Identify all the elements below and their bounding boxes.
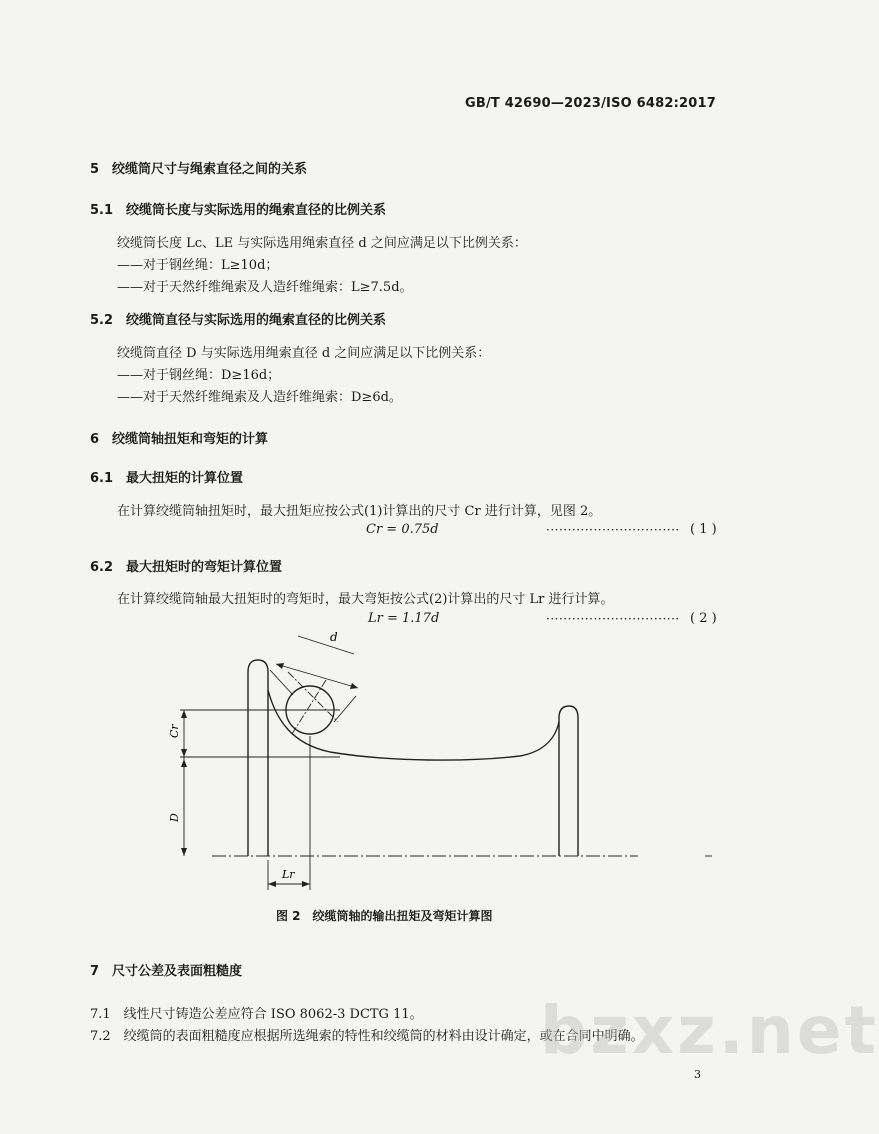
barrel-profile (268, 690, 559, 760)
d-arrow-right (350, 683, 358, 689)
section-5-2-item-2: ——对于天然纤维绳索及人造纤维绳索：D≥6d。 (117, 390, 402, 405)
label-cr: Cr (168, 724, 181, 738)
watermark-text: bzxz.net (540, 992, 879, 1069)
section-5-2-intro: 绞缆筒直径 D 与实际选用绳索直径 d 之间应满足以下比例关系： (117, 346, 491, 361)
label-d: d (330, 630, 338, 644)
cr-arrow-top (181, 710, 187, 718)
left-flange (248, 660, 268, 856)
lr-arrow-right (302, 881, 310, 887)
section-7-2: 7.2 绞缆筒的表面粗糙度应根据所选绳索的特性和绞缆筒的材料由设计确定，或在合同中明确。 (90, 1029, 644, 1044)
formula-2-number: ( 2 ) (690, 611, 717, 626)
page-number: 3 (694, 1068, 701, 1081)
figure-2-caption: 图 2 绞缆筒轴的输出扭矩及弯矩计算图 (276, 909, 493, 923)
section-6-2-text: 在计算绞缆筒轴最大扭矩时的弯矩时，最大弯矩按公式(2)计算出的尺寸 Lr 进行计算。 (117, 592, 614, 607)
formula-1-number: ( 1 ) (690, 522, 717, 537)
section-5-2-item-1: ——对于钢丝绳：D≥16d； (117, 368, 281, 383)
formula-1: Cr = 0.75d (366, 522, 439, 537)
section-7-1: 7.1 线性尺寸铸造公差应符合 ISO 8062-3 DCTG 11。 (90, 1007, 423, 1022)
section-7-title: 7 尺寸公差及表面粗糙度 (90, 964, 243, 979)
D-arrow-bottom (181, 848, 187, 856)
section-5-title: 5 绞缆筒尺寸与绳索直径之间的关系 (90, 162, 308, 177)
formula-2: Lr = 1.17d (368, 611, 440, 626)
formula-1-leader: ······························· (546, 523, 680, 537)
right-flange (559, 706, 578, 856)
section-5-1-intro: 绞缆筒长度 Lc、LE 与实际选用绳索直径 d 之间应满足以下比例关系： (117, 236, 527, 251)
D-arrow-top (181, 759, 187, 767)
cr-arrow-bottom (181, 749, 187, 757)
d-arrow-left (276, 663, 284, 669)
section-6-2-title: 6.2 最大扭矩时的弯矩计算位置 (90, 560, 283, 575)
d-leader (298, 636, 354, 654)
section-6-1-title: 6.1 最大扭矩的计算位置 (90, 471, 244, 486)
section-5-1-item-2: ——对于天然纤维绳索及人造纤维绳索：L≥7.5d。 (117, 280, 413, 295)
lr-arrow-left (268, 881, 276, 887)
section-6-title: 6 绞缆筒轴扭矩和弯矩的计算 (90, 432, 269, 447)
section-5-1-item-1: ——对于钢丝绳：L≥10d； (117, 258, 279, 273)
section-5-1-title: 5.1 绞缆筒长度与实际选用的绳索直径的比例关系 (90, 203, 387, 218)
formula-2-leader: ······························· (546, 612, 680, 626)
label-lr: Lr (282, 868, 295, 881)
d-extension-2 (334, 696, 356, 722)
d-dimension-line (276, 664, 358, 688)
label-D: D (168, 813, 181, 822)
standard-header: GB/T 42690—2023/ISO 6482:2017 (464, 96, 716, 111)
section-5-2-title: 5.2 绞缆筒直径与实际选用的绳索直径的比例关系 (90, 313, 387, 328)
section-6-1-text: 在计算绞缆筒轴扭矩时，最大扭矩应按公式(1)计算出的尺寸 Cr 进行计算，见图 2。 (117, 504, 602, 519)
